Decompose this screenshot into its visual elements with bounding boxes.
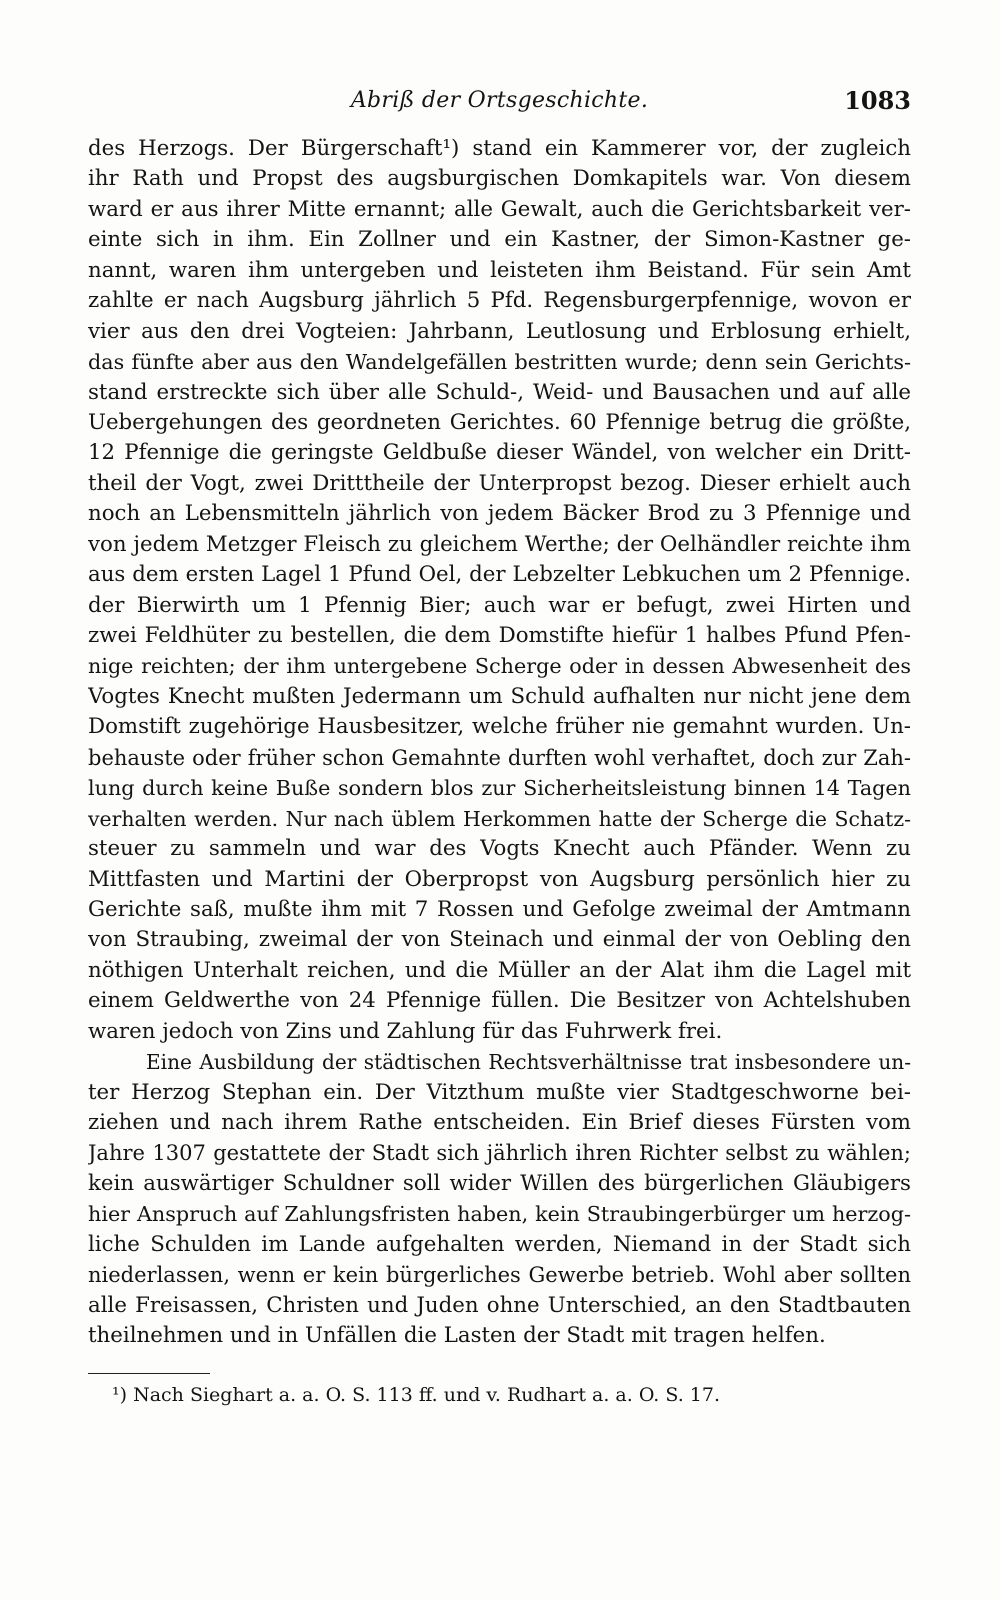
text-line: stand erstreckte sich über alle Schuld-, Weid- und Bausachen und auf alle — [88, 379, 911, 405]
footnote: ¹) Nach Sieghart a. a. O. S. 113 ff. und v. Rudhart a. a. O. S. 17. — [112, 1384, 720, 1406]
text-line: zahlte er nach Augsburg jährlich 5 Pfd. Regensburgerpfennige, wovon er — [88, 288, 911, 314]
body-text — [88, 134, 911, 1352]
text-line: ward er aus ihrer Mitte ernannt; alle Gewalt, auch die Gerichtsbarkeit ver- — [88, 196, 911, 222]
text-line: noch an Lebensmitteln jährlich von jedem Bäcker Brod zu 3 Pfennige und — [88, 501, 911, 527]
page-number: 1083 — [844, 86, 911, 115]
text-line: niederlassen, wenn er kein bürgerliches Gewerbe betrieb. Wohl aber sollten — [88, 1263, 911, 1288]
paragraph-end-line: theilnehmen und in Unfällen die Lasten der Stadt mit tragen helfen. — [88, 1323, 826, 1349]
text-line: nannt, waren ihm untergeben und leisteten ihm Beistand. Für sein Amt — [88, 257, 911, 283]
text-line: einte sich in ihm. Ein Zollner und ein Kastner, der Simon-Kastner ge- — [88, 227, 911, 253]
text-line: Domstift zugehörige Hausbesitzer, welche früher nie gemahnt wurden. Un- — [88, 714, 911, 740]
text-line: ihr Rath und Propst des augsburgischen Domkapitels war. Von diesem — [88, 166, 911, 192]
text-line: ziehen und nach ihrem Rathe entscheiden. Ein Brief dieses Fürsten vom — [88, 1110, 911, 1135]
text-line: Mittfasten und Martini der Oberpropst von Augsburg persönlich hier zu — [88, 866, 911, 892]
running-head — [88, 86, 911, 120]
text-line: 12 Pfennige die geringste Geldbuße dieser Wändel, von welcher ein Dritt- — [88, 440, 911, 466]
text-line: des Herzogs. Der Bürgerschaft¹) stand ein Kammerer vor, der zugleich — [88, 136, 911, 161]
text-line: der Bierwirth um 1 Pfennig Bier; auch war er befugt, zwei Hirten und — [88, 592, 911, 618]
text-line: hier Anspruch auf Zahlungsfristen haben, kein Straubingerbürger um herzog- — [88, 1202, 911, 1227]
running-title: Abriß der Ortsgeschichte. — [350, 88, 649, 113]
text-line: ter Herzog Stephan ein. Der Vitzthum mußte vier Stadtgeschworne bei- — [88, 1079, 911, 1105]
text-line: lung durch keine Buße sondern blos zur Sicherheitsleistung binnen 14 Tagen — [88, 776, 911, 801]
text-line: behauste oder früher schon Gemahnte durften wohl verhaftet, doch zur Zah- — [88, 745, 911, 770]
text-line: Vogtes Knecht mußten Jedermann um Schuld aufhalten nur nicht jene dem — [88, 683, 911, 709]
text-line: das fünfte aber aus den Wandelgefällen bestritten wurde; denn sein Gerichts- — [88, 350, 911, 375]
text-line: von jedem Metzger Fleisch zu gleichem Werthe; der Oelhändler reichte ihm — [88, 531, 911, 557]
text-line: von Straubing, zweimal der von Steinach und einmal der von Oebling den — [88, 927, 911, 953]
footnote-divider — [88, 1373, 210, 1374]
text-line: theil der Vogt, zwei Dritttheile der Unterpropst bezog. Dieser erhielt auch — [88, 470, 911, 496]
text-line: nige reichten; der ihm untergebene Scherge oder in dessen Abwesenheit des — [88, 654, 911, 679]
text-line: Uebergehungen des geordneten Gerichtes. 60 Pfennige betrug die größte, — [88, 409, 911, 435]
text-line: zwei Feldhüter zu bestellen, die dem Domstifte hiefür 1 halbes Pfund Pfen- — [88, 623, 911, 648]
paragraph-start-line: Eine Ausbildung der städtischen Rechtsverhältnisse trat insbesondere un- — [146, 1050, 911, 1075]
text-line: kein auswärtiger Schuldner soll wider Willen des bürgerlichen Gläubigers — [88, 1170, 911, 1196]
text-line: nöthigen Unterhalt reichen, und die Müller an der Alat ihm die Lagel mit — [88, 957, 911, 983]
text-line: vier aus den drei Vogteien: Jahrbann, Leutlosung und Erblosung erhielt, — [88, 318, 911, 344]
text-line: liche Schulden im Lande aufgehalten werden, Niemand in der Stadt sich — [88, 1231, 911, 1257]
text-line: Jahre 1307 gestattete der Stadt sich jährlich ihren Richter selbst zu wählen; — [88, 1141, 911, 1166]
text-line: alle Freisassen, Christen und Juden ohne Unterschied, an den Stadtbauten — [88, 1292, 911, 1318]
text-line: Gerichte saß, mußte ihm mit 7 Rossen und Gefolge zweimal der Amtmann — [88, 896, 911, 922]
text-line: verhalten werden. Nur nach üblem Herkommen hatte der Scherge die Schatz- — [88, 806, 911, 831]
paragraph-end-line: waren jedoch von Zins und Zahlung für das Fuhrwerk frei. — [88, 1018, 723, 1044]
text-line: einem Geldwerthe von 24 Pfennige füllen. Die Besitzer von Achtelshuben — [88, 988, 911, 1014]
text-line: aus dem ersten Lagel 1 Pfund Oel, der Lebzelter Lebkuchen um 2 Pfennige. — [88, 562, 911, 588]
text-line: steuer zu sammeln und war des Vogts Knecht auch Pfänder. Wenn zu — [88, 836, 911, 862]
